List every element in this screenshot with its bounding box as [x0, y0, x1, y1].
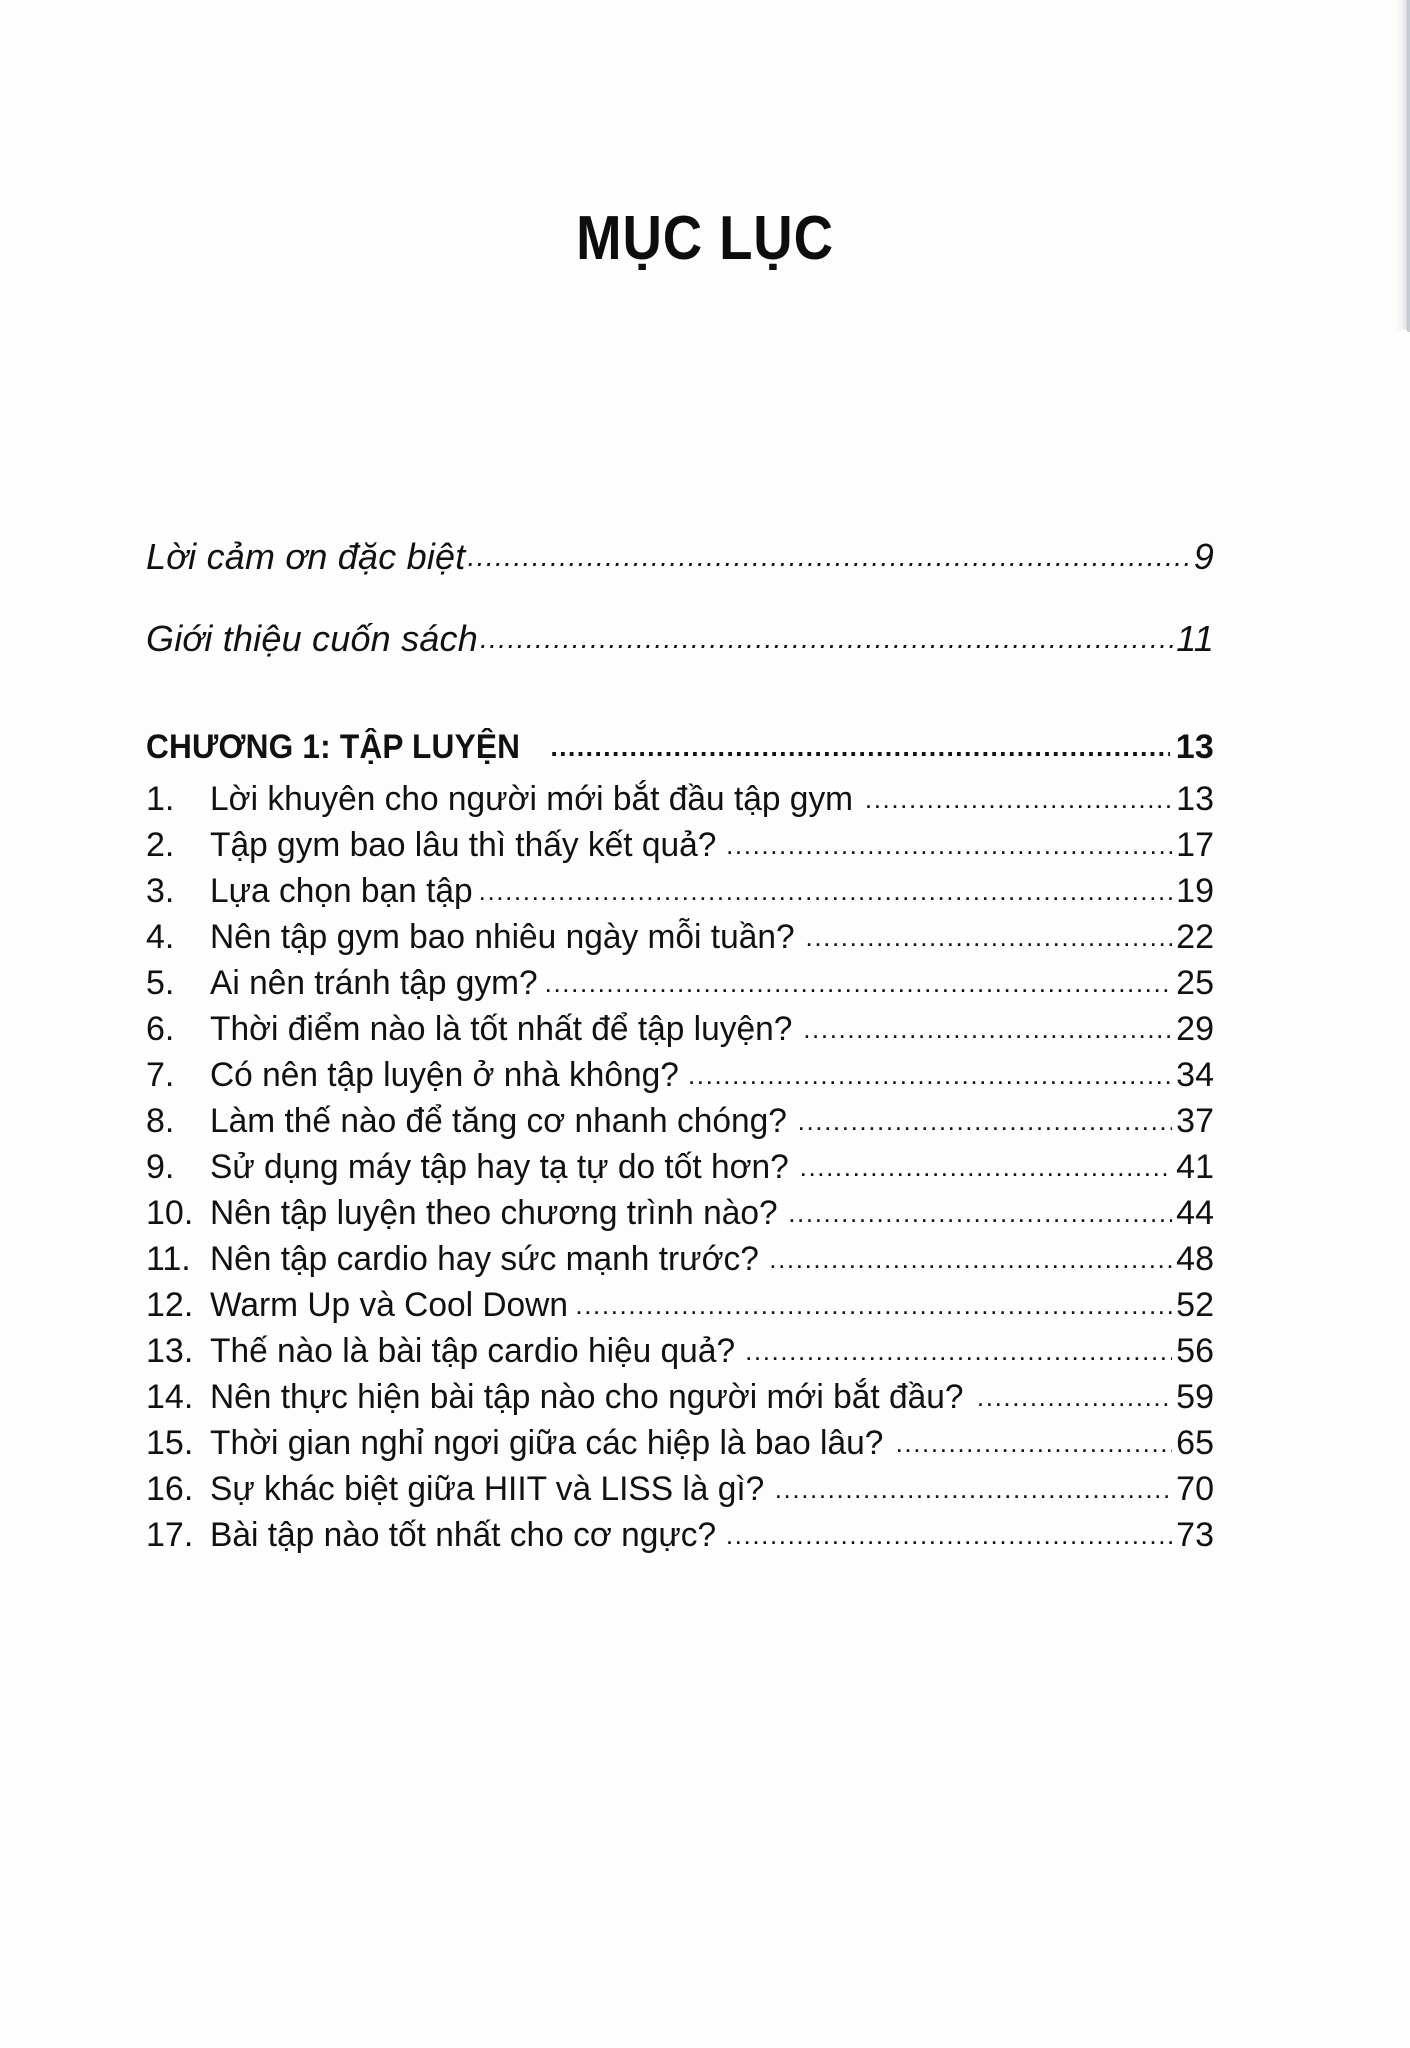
toc-item-row[interactable]	[146, 826, 1214, 872]
toc-item-number: 10.	[146, 1194, 194, 1232]
toc-item-row[interactable]	[146, 1424, 1214, 1470]
toc-item-page: 73	[1176, 1516, 1214, 1554]
toc-chapter-label: CHƯƠNG 1: TẬP LUYỆN	[146, 728, 521, 766]
toc-item-number: 11.	[146, 1240, 191, 1278]
dot-leader	[788, 1192, 1172, 1231]
toc-item-label: Tập gym bao lâu thì thấy kết quả?	[210, 826, 717, 864]
toc-item-row[interactable]	[146, 1332, 1214, 1378]
toc-item-page: 13	[1176, 780, 1214, 818]
toc-item-row[interactable]	[146, 1378, 1214, 1424]
toc-item-row[interactable]	[146, 1148, 1214, 1194]
toc-item-row[interactable]	[146, 1470, 1214, 1516]
dot-leader	[575, 1284, 1172, 1323]
toc-entry-page: 9	[1193, 536, 1214, 577]
toc-item-row[interactable]	[146, 1516, 1214, 1562]
dot-leader	[896, 1422, 1173, 1461]
toc-item-label: Thời điểm nào là tốt nhất để tập luyện?	[210, 1010, 793, 1048]
dot-leader	[806, 916, 1173, 955]
toc-item-number: 9.	[146, 1148, 175, 1186]
toc-chapter-page: 13	[1175, 728, 1214, 766]
toc-item-label: Có nên tập luyện ở nhà không?	[210, 1056, 679, 1094]
toc-item-number: 6.	[146, 1010, 175, 1048]
toc-item-label: Thời gian nghỉ ngơi giữa các hiệp là bao lâu?	[210, 1424, 884, 1462]
dot-leader	[977, 1376, 1172, 1415]
toc-item-page: 29	[1176, 1010, 1214, 1048]
dot-leader	[467, 533, 1191, 575]
dot-leader	[800, 1146, 1173, 1185]
toc-item-label: Ai nên tránh tập gym?	[210, 964, 538, 1002]
toc-item-label: Nên tập gym bao nhiêu ngày mỗi tuần?	[210, 918, 795, 956]
toc-item-row[interactable]	[146, 1194, 1214, 1240]
page-edge-shadow	[1396, 0, 1410, 330]
toc-item-row[interactable]	[146, 1286, 1214, 1332]
toc-item-number: 12.	[146, 1286, 194, 1324]
toc-item-row[interactable]	[146, 1056, 1214, 1102]
toc-item-label: Sử dụng máy tập hay tạ tự do tốt hơn?	[210, 1148, 789, 1186]
dot-leader	[798, 1100, 1173, 1139]
toc-item-row[interactable]	[146, 872, 1214, 918]
toc-front-matter-row[interactable]	[146, 536, 1214, 612]
dot-leader	[726, 824, 1172, 863]
toc-item-label: Bài tập nào tốt nhất cho cơ ngực?	[210, 1516, 717, 1554]
dot-leader	[803, 1008, 1172, 1047]
dot-leader	[688, 1054, 1172, 1093]
toc-entry-label: Lời cảm ơn đặc biệt	[146, 536, 466, 577]
dot-leader	[545, 962, 1173, 1001]
toc-item-page: 41	[1176, 1148, 1214, 1186]
toc-item-page: 25	[1176, 964, 1214, 1002]
toc-item-row[interactable]	[146, 1102, 1214, 1148]
dot-leader	[865, 778, 1172, 817]
toc-item-page: 52	[1176, 1286, 1214, 1324]
toc-item-page: 37	[1176, 1102, 1214, 1140]
toc-item-page: 70	[1176, 1470, 1214, 1508]
toc-item-label: Warm Up và Cool Down	[210, 1286, 568, 1324]
toc-item-row[interactable]	[146, 1240, 1214, 1286]
toc-item-number: 13.	[146, 1332, 194, 1370]
toc-item-page: 65	[1176, 1424, 1214, 1462]
toc-item-label: Thế nào là bài tập cardio hiệu quả?	[210, 1332, 736, 1370]
toc-item-row[interactable]	[146, 1010, 1214, 1056]
toc-item-number: 16.	[146, 1470, 194, 1508]
toc-item-number: 8.	[146, 1102, 175, 1140]
toc-item-number: 17.	[146, 1516, 194, 1554]
toc-item-label: Sự khác biệt giữa HIIT và LISS là gì?	[210, 1470, 765, 1508]
toc-item-page: 34	[1176, 1056, 1214, 1094]
toc-item-label: Nên thực hiện bài tập nào cho người mới bắt đầu?	[210, 1378, 964, 1416]
toc-item-label: Nên tập luyện theo chương trình nào?	[210, 1194, 778, 1232]
toc-item-row[interactable]	[146, 964, 1214, 1010]
toc-item-row[interactable]	[146, 780, 1214, 826]
toc-front-matter-row[interactable]	[146, 618, 1214, 694]
toc-item-number: 1.	[146, 780, 175, 818]
toc-item-row[interactable]	[146, 918, 1214, 964]
toc-item-number: 14.	[146, 1378, 194, 1416]
toc-item-number: 5.	[146, 964, 175, 1002]
dot-leader	[479, 870, 1173, 909]
toc-item-label: Làm thế nào để tăng cơ nhanh chóng?	[210, 1102, 787, 1140]
toc-item-number: 3.	[146, 872, 175, 910]
toc-entry-list	[146, 536, 1214, 1562]
dot-leader	[550, 726, 1169, 765]
toc-item-number: 15.	[146, 1424, 194, 1462]
toc-item-page: 48	[1176, 1240, 1214, 1278]
dot-leader	[775, 1468, 1172, 1507]
dot-leader	[769, 1238, 1172, 1277]
toc-item-page: 19	[1176, 872, 1214, 910]
toc-entry-label: Giới thiệu cuốn sách	[146, 618, 478, 659]
toc-item-number: 7.	[146, 1056, 175, 1094]
toc-item-number: 2.	[146, 826, 175, 864]
dot-leader	[480, 615, 1174, 657]
toc-item-page: 59	[1176, 1378, 1214, 1416]
toc-item-label: Lời khuyên cho người mới bắt đầu tập gym	[210, 780, 854, 818]
dot-leader	[745, 1330, 1172, 1369]
toc-item-label: Nên tập cardio hay sức mạnh trước?	[210, 1240, 759, 1278]
chapter-spacer	[146, 694, 1214, 712]
toc-item-number: 4.	[146, 918, 175, 956]
toc-entry-page: 11	[1176, 618, 1214, 659]
toc-chapter-row[interactable]	[146, 728, 1214, 780]
page-title: MỤC LỤC	[576, 204, 834, 273]
dot-leader	[726, 1514, 1172, 1553]
toc-item-page: 56	[1176, 1332, 1214, 1370]
toc-item-label: Lựa chọn bạn tập	[210, 872, 473, 910]
toc-item-page: 22	[1176, 918, 1214, 956]
toc-item-page: 17	[1176, 826, 1214, 864]
toc-item-page: 44	[1176, 1194, 1214, 1232]
